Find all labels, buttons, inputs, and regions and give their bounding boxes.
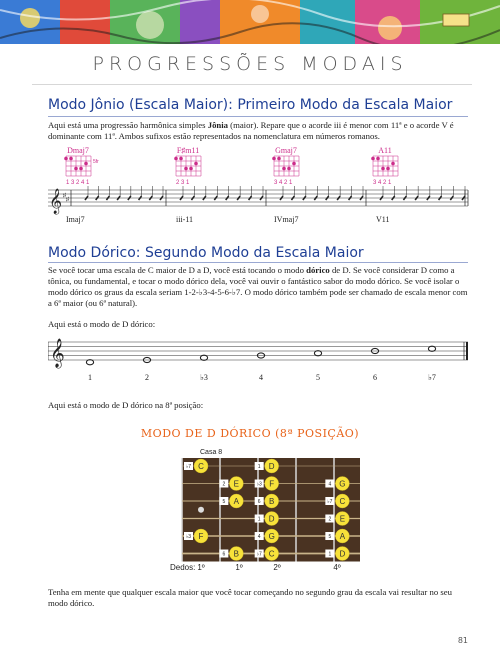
chord-dot [381,167,385,171]
scale-degree-badge-label: 4 [328,481,332,488]
chord-fingering: 2 3 1 [176,180,190,186]
treble-clef: 𝄞 [49,189,63,214]
section-title-ionian: Modo Jônio (Escala Maior): Primeiro Modo da Escala Maior [48,97,453,113]
scale-degree-badge-label: 6 [257,499,261,506]
scale-note [200,355,207,360]
page-number: 81 [457,636,468,645]
closing-paragraph: Tenha em mente que qualquer escala maior que você tocar começando no segundo grau da escala vai resultar no seu modo dórico. [48,587,452,608]
scale-degree: 6 [373,373,377,382]
treble-clef: 𝄞 [50,338,65,367]
fretboard-note-name: D [268,514,275,524]
chord-dot [386,167,390,171]
roman-numeral: Imaj7 [66,215,85,224]
chord-dot [84,162,88,166]
chord-dot [179,157,183,161]
fretboard-note-name: E [339,514,346,524]
finger-number: 2º [273,563,281,572]
scale-degree-badge-label: 1 [257,464,261,471]
scale-degree: 4 [259,373,263,382]
section-title-dorian: Modo Dórico: Segundo Modo da Escala Maior [48,245,364,261]
paragraph-dorian: Se você tocar uma escala de C maior de D a D, você está tocando o modo dórico de D. Se você considerar D como a tônica, ou fundamental, e tocar o modo dórico dela, você vai ouvir o fantástico sabor do modo dórico. Se você isolar o modo dórico os graus da escala seriam 1-2-♭3-4-5-6-♭7. O modo dórico também pode ser chamado de escala menor com a 6ª maior (ou 6ª natural). [48,265,468,308]
fretboard-note-name: A [233,497,240,506]
fretboard-note-name: B [269,497,275,506]
fretboard-note-name: D [268,462,275,471]
scale-degree-badge-label: 2 [222,481,226,488]
chord-fingering: 3 4 2 1 [373,180,392,186]
chord-dot [287,167,291,171]
chord-name: F♯m11 [176,146,200,155]
scale-note [314,351,321,356]
fingers-label: Dedos: [170,563,196,572]
header-banner-illustration [0,0,500,44]
scale-note [428,346,435,351]
fret-number-label: Casa 8 [200,449,223,456]
finger-number: 1º [197,563,205,572]
dorian-position-intro: Aqui está o modo de D dórico na 8ª posição: [48,400,204,410]
scale-degree-badge-label: ♭3 [185,534,192,541]
fretboard-note-name: C [198,462,204,471]
roman-numeral: iii-11 [176,215,194,224]
scale-degree-badge-label: ♭3 [256,481,262,488]
chord-dot [391,162,395,166]
chord-fingering: 3 4 2 1 [274,180,293,186]
chord-fret-label: 5fr [93,159,99,165]
fretboard-note-name: F [269,479,275,489]
chord-dot [194,162,198,166]
chord-dot [376,157,380,161]
roman-numeral: V11 [376,215,390,224]
scale-note [86,360,93,365]
scale-degree-badge-label: 2 [328,516,332,523]
chord-diagrams [48,144,470,188]
dorian-intro: Aqui está o modo de D dórico: [48,319,156,329]
scale-degree: 2 [145,373,149,382]
scale-degree-badge-label: 6 [222,551,226,558]
scale-degree-badge-label: 1 [328,551,332,558]
page-title: PROGRESSÕES MODAIS [92,53,408,75]
roman-numeral: IVmaj7 [274,215,299,224]
chord-dot [184,167,188,171]
scale-degree-badge-label: 5 [222,499,226,506]
title-divider [32,84,472,85]
scale-degree: ♭3 [200,373,208,382]
scale-degree-badge-label: ♭7 [256,551,262,558]
chord-dot [371,157,375,161]
key-sharp: ♯ [66,197,69,203]
scale-degree-badge-label: ♭7 [185,464,192,471]
scale-degree: 5 [316,373,320,382]
scale-degree: 1 [88,373,92,382]
chord-fingering: 1 3 2 4 1 [66,180,90,186]
fretboard-note-name: F [198,532,204,541]
finger-number: 4º [333,563,341,572]
chord-name: Gmaj7 [275,146,297,155]
chord-dot [174,157,178,161]
chord-dot [282,167,286,171]
chord-dot [292,162,296,166]
fretboard-note-name: G [268,532,275,541]
chord-dot [69,157,73,161]
rhythm-staff [48,186,470,230]
fretboard-title: MODO DE D DÓRICO (8ª POSIÇÃO) [140,427,360,440]
scale-degree-badge-label: 5 [328,534,332,541]
paragraph-ionian: Aqui está uma progressão harmônica simples Jônia (maior). Repare que o acorde iii é menor com 11ª e o acorde V é dominante com 11ª. Ambos sufixos estão representados na nomenclatura em números romanos. [48,120,454,141]
fretboard-diagram [170,444,360,574]
chord-dot [74,167,78,171]
fretboard-note-name: B [233,549,240,559]
fretboard-note-name: A [339,532,346,541]
scale-degree-badge-label: 4 [257,534,261,541]
scale-degree-badge-label: 1 [257,516,261,523]
section-divider [48,116,468,117]
scale-degree: ♭7 [428,373,436,382]
dorian-scale-staff [48,336,470,384]
scale-degree-badge-label: ♭7 [327,499,333,506]
chord-dot [277,157,281,161]
section-divider [48,262,468,263]
fretboard-note-name: D [339,549,346,559]
chord-name: Dmaj7 [67,146,89,155]
fretboard-note-name: G [339,479,346,489]
fretboard-note-name: C [339,497,346,506]
fretboard-note-name: E [233,479,240,489]
inlay-dot [198,507,204,513]
fretboard-note-name: C [268,549,275,559]
chord-dot [79,167,83,171]
chord-name: A11 [378,146,392,155]
chord-dot [64,157,68,161]
key-sharp: ♯ [63,193,66,199]
chord-dot [189,167,193,171]
finger-number: 1º [235,563,243,572]
chord-dot [272,157,276,161]
